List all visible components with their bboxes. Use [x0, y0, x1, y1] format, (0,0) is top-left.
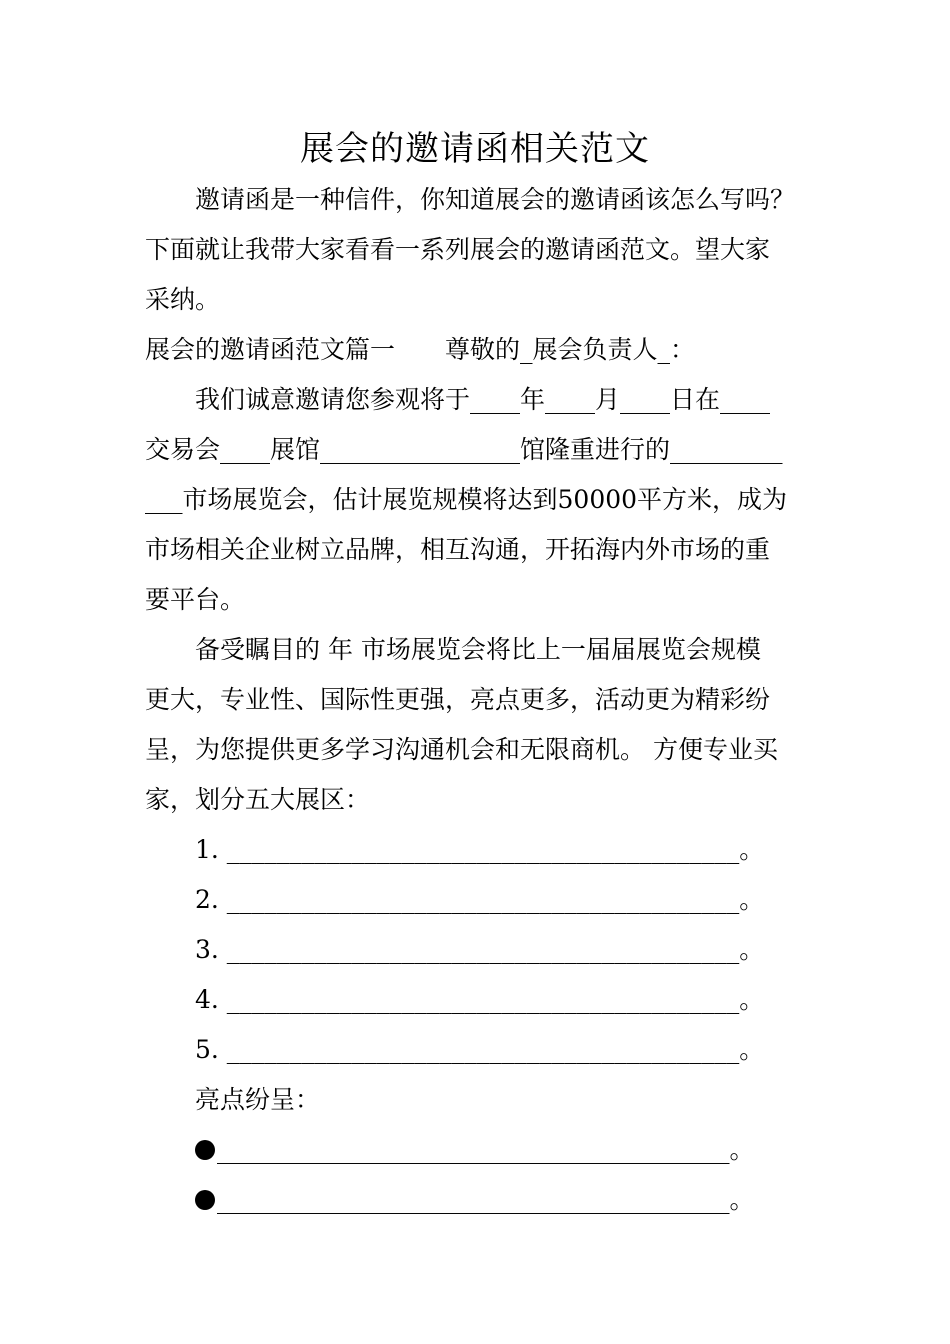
zone-item: 3. _________________________________________。 — [195, 935, 765, 964]
paragraph-line: 采纳。 — [145, 285, 221, 314]
bullet-icon — [195, 1190, 215, 1210]
zone-item: 2. _________________________________________。 — [195, 885, 765, 914]
paragraph-line: 家，划分五大展区： — [145, 785, 371, 814]
paragraph-line: 下面就让我带大家看看一系列展会的邀请函范文。望大家 — [145, 235, 771, 264]
highlight-item — [195, 1125, 865, 1175]
bullet-icon — [195, 1140, 215, 1160]
section-heading-line: 展会的邀请函范文篇一 尊敬的_展会负责人_： — [145, 335, 696, 364]
highlight-text: _________________________________________。 — [217, 1135, 755, 1164]
paragraph-line: ___市场展览会，估计展览规模将达到50000平方米，成为 — [145, 485, 788, 514]
paragraph-line: 备受瞩目的 年 市场展览会将比上一届届展览会规模 — [195, 635, 761, 664]
highlight-item — [195, 1175, 865, 1225]
zone-item: 1. _________________________________________。 — [195, 835, 765, 864]
highlights-label: 亮点纷呈： — [195, 1085, 321, 1114]
paragraph-line: 更大，专业性、国际性更强，亮点更多，活动更为精彩纷 — [145, 685, 771, 714]
zone-item: 4. _________________________________________。 — [195, 985, 765, 1014]
paragraph-line: 呈，为您提供更多学习沟通机会和无限商机。 方便专业买 — [145, 735, 778, 764]
document-title: 展会的邀请函相关范文 — [300, 129, 650, 169]
paragraph-line: 邀请函是一种信件，你知道展会的邀请函该怎么写吗？ — [195, 185, 796, 214]
paragraph-line: 我们诚意邀请您参观将于____年____月____日在____ — [195, 385, 771, 414]
paragraph-line: 交易会____展馆________________馆隆重进行的_________ — [145, 435, 783, 464]
zone-item: 5. _________________________________________。 — [195, 1035, 765, 1064]
paragraph-line: 要平台。 — [145, 585, 246, 614]
paragraph-line: 市场相关企业树立品牌，相互沟通，开拓海内外市场的重 — [145, 535, 771, 564]
highlight-text: _________________________________________。 — [217, 1185, 755, 1214]
